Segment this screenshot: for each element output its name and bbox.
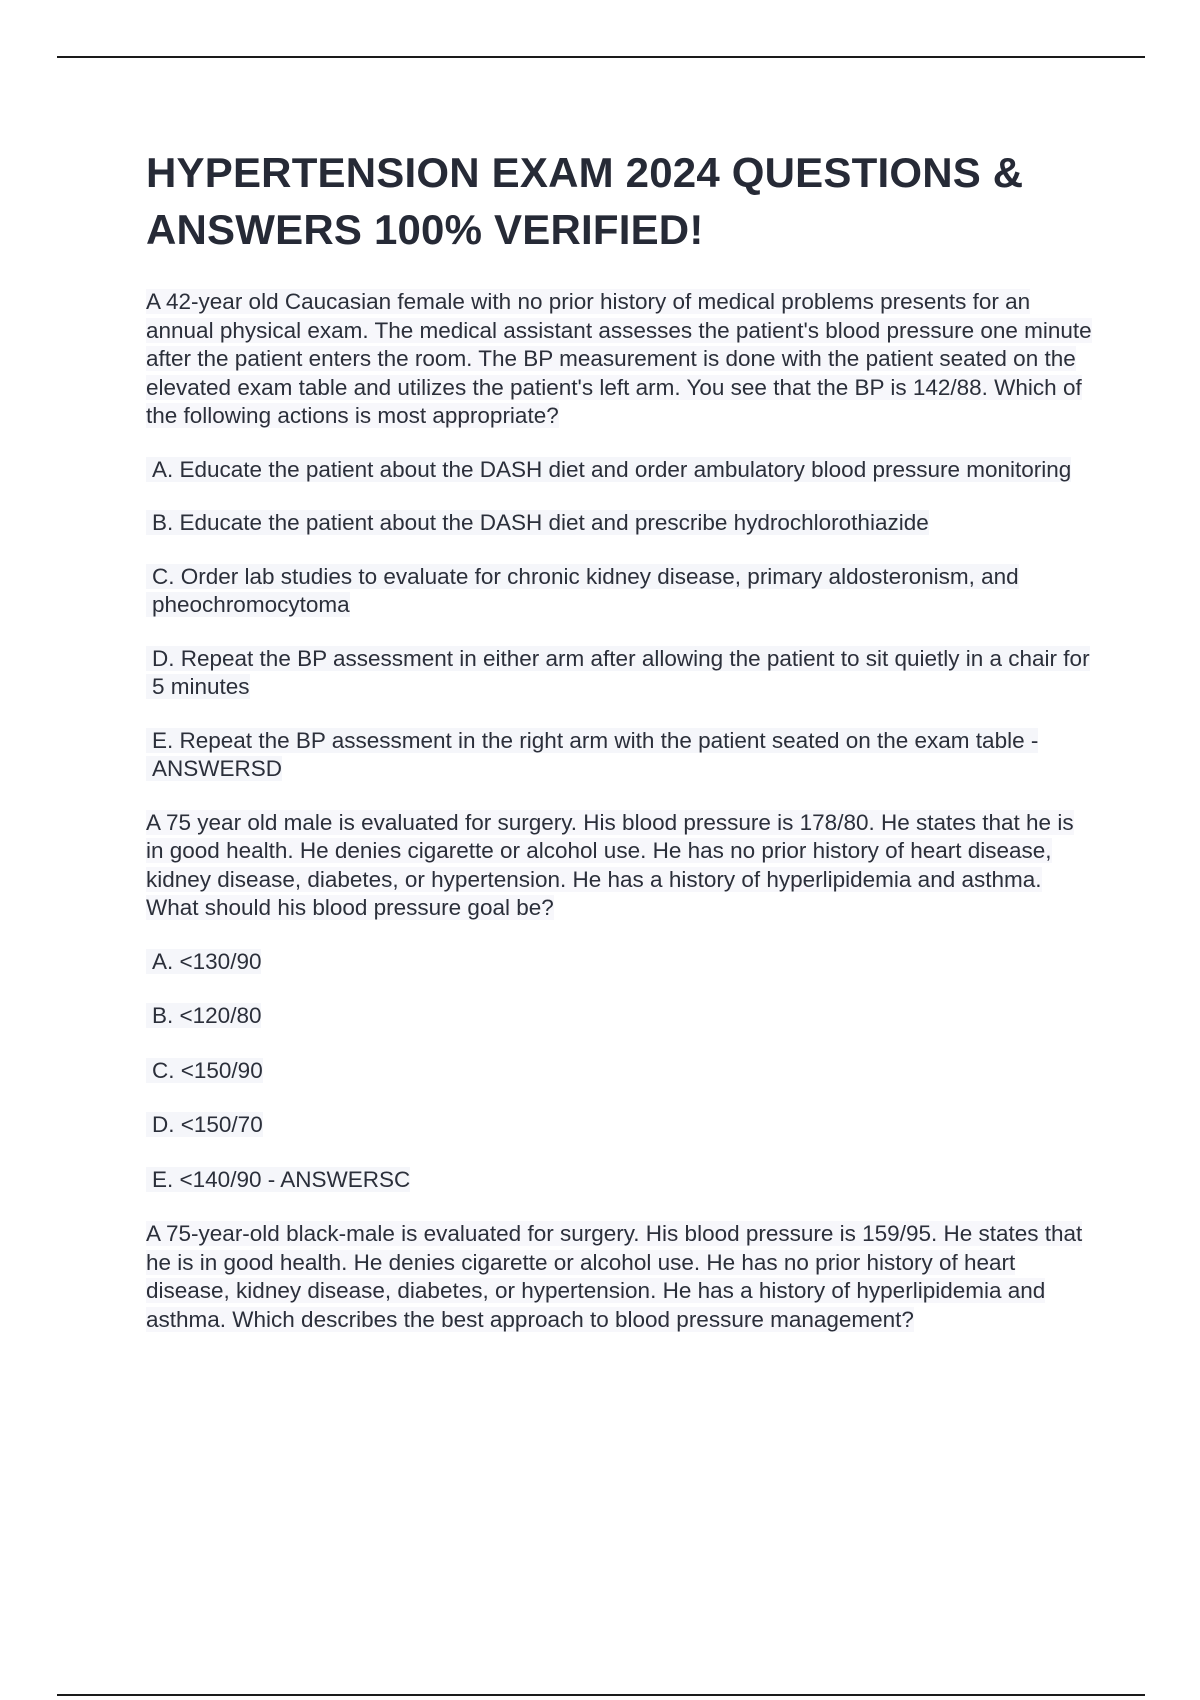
document-body [146,144,1092,1359]
option-text: B. Educate the patient about the DASH diet and prescribe hydrochlorothiazide [146,510,929,535]
option-text: C. Order lab studies to evaluate for chronic kidney disease, primary aldosteronism, and pheochromocytoma [146,564,1019,618]
question-1 [146,288,1092,431]
question-text: A 75 year old male is evaluated for surgery. His blood pressure is 178/80. He states that he is in good health. He denies cigarette or alcohol use. He has no prior history of heart disease, kidney disease, diabetes, or hypertension. He has a history of hyperlipidemia and asthma. What should his blood pressure goal be? [146,809,1074,920]
option-b [146,1002,1092,1031]
question-2 [146,809,1092,923]
option-text: D. <150/70 [146,1112,263,1137]
option-text: B. <120/80 [146,1003,261,1028]
question-text: A 75-year-old black-male is evaluated for surgery. His blood pressure is 159/95. He states that he is in good health. He denies cigarette or alcohol use. He has no prior history of heart disease, kidney disease, diabetes, or hypertension. He has a history of hyperlipidemia and asthma. Which describes the best approach to blood pressure management? [146,1221,1083,1332]
option-d [146,645,1092,702]
option-text: E. Repeat the BP assessment in the right arm with the patient seated on the exam table - ANSWERSD [146,728,1038,782]
option-a [146,456,1092,485]
option-text: C. <150/90 [146,1058,263,1083]
option-b [146,509,1092,538]
question-2-options [146,948,1092,1195]
document-title: HYPERTENSION EXAM 2024 QUESTIONS & ANSWERS 100% VERIFIED! [146,149,1024,253]
option-text: A. <130/90 [146,949,261,974]
option-d [146,1111,1092,1140]
bottom-divider [57,1694,1145,1696]
question-1-options [146,456,1092,784]
option-text: E. <140/90 - ANSWERSC [146,1167,410,1192]
option-text: D. Repeat the BP assessment in either arm after allowing the patient to sit quietly in a chair for 5 minutes [146,646,1090,700]
option-a [146,948,1092,977]
option-c [146,1057,1092,1086]
question-3 [146,1220,1092,1334]
question-text: A 42-year old Caucasian female with no prior history of medical problems presents for an annual physical exam. The medical assistant assesses the patient's blood pressure one minute after the patient enters the room. The BP measurement is done with the patient seated on the elevated exam table and utilizes the patient's left arm. You see that the BP is 142/88. Which of the following actions is most appropriate? [146,289,1092,428]
option-e [146,1166,1092,1195]
option-e [146,727,1092,784]
top-divider [57,56,1145,58]
option-c [146,563,1092,620]
option-text: A. Educate the patient about the DASH diet and order ambulatory blood pressure monitoring [146,457,1071,482]
